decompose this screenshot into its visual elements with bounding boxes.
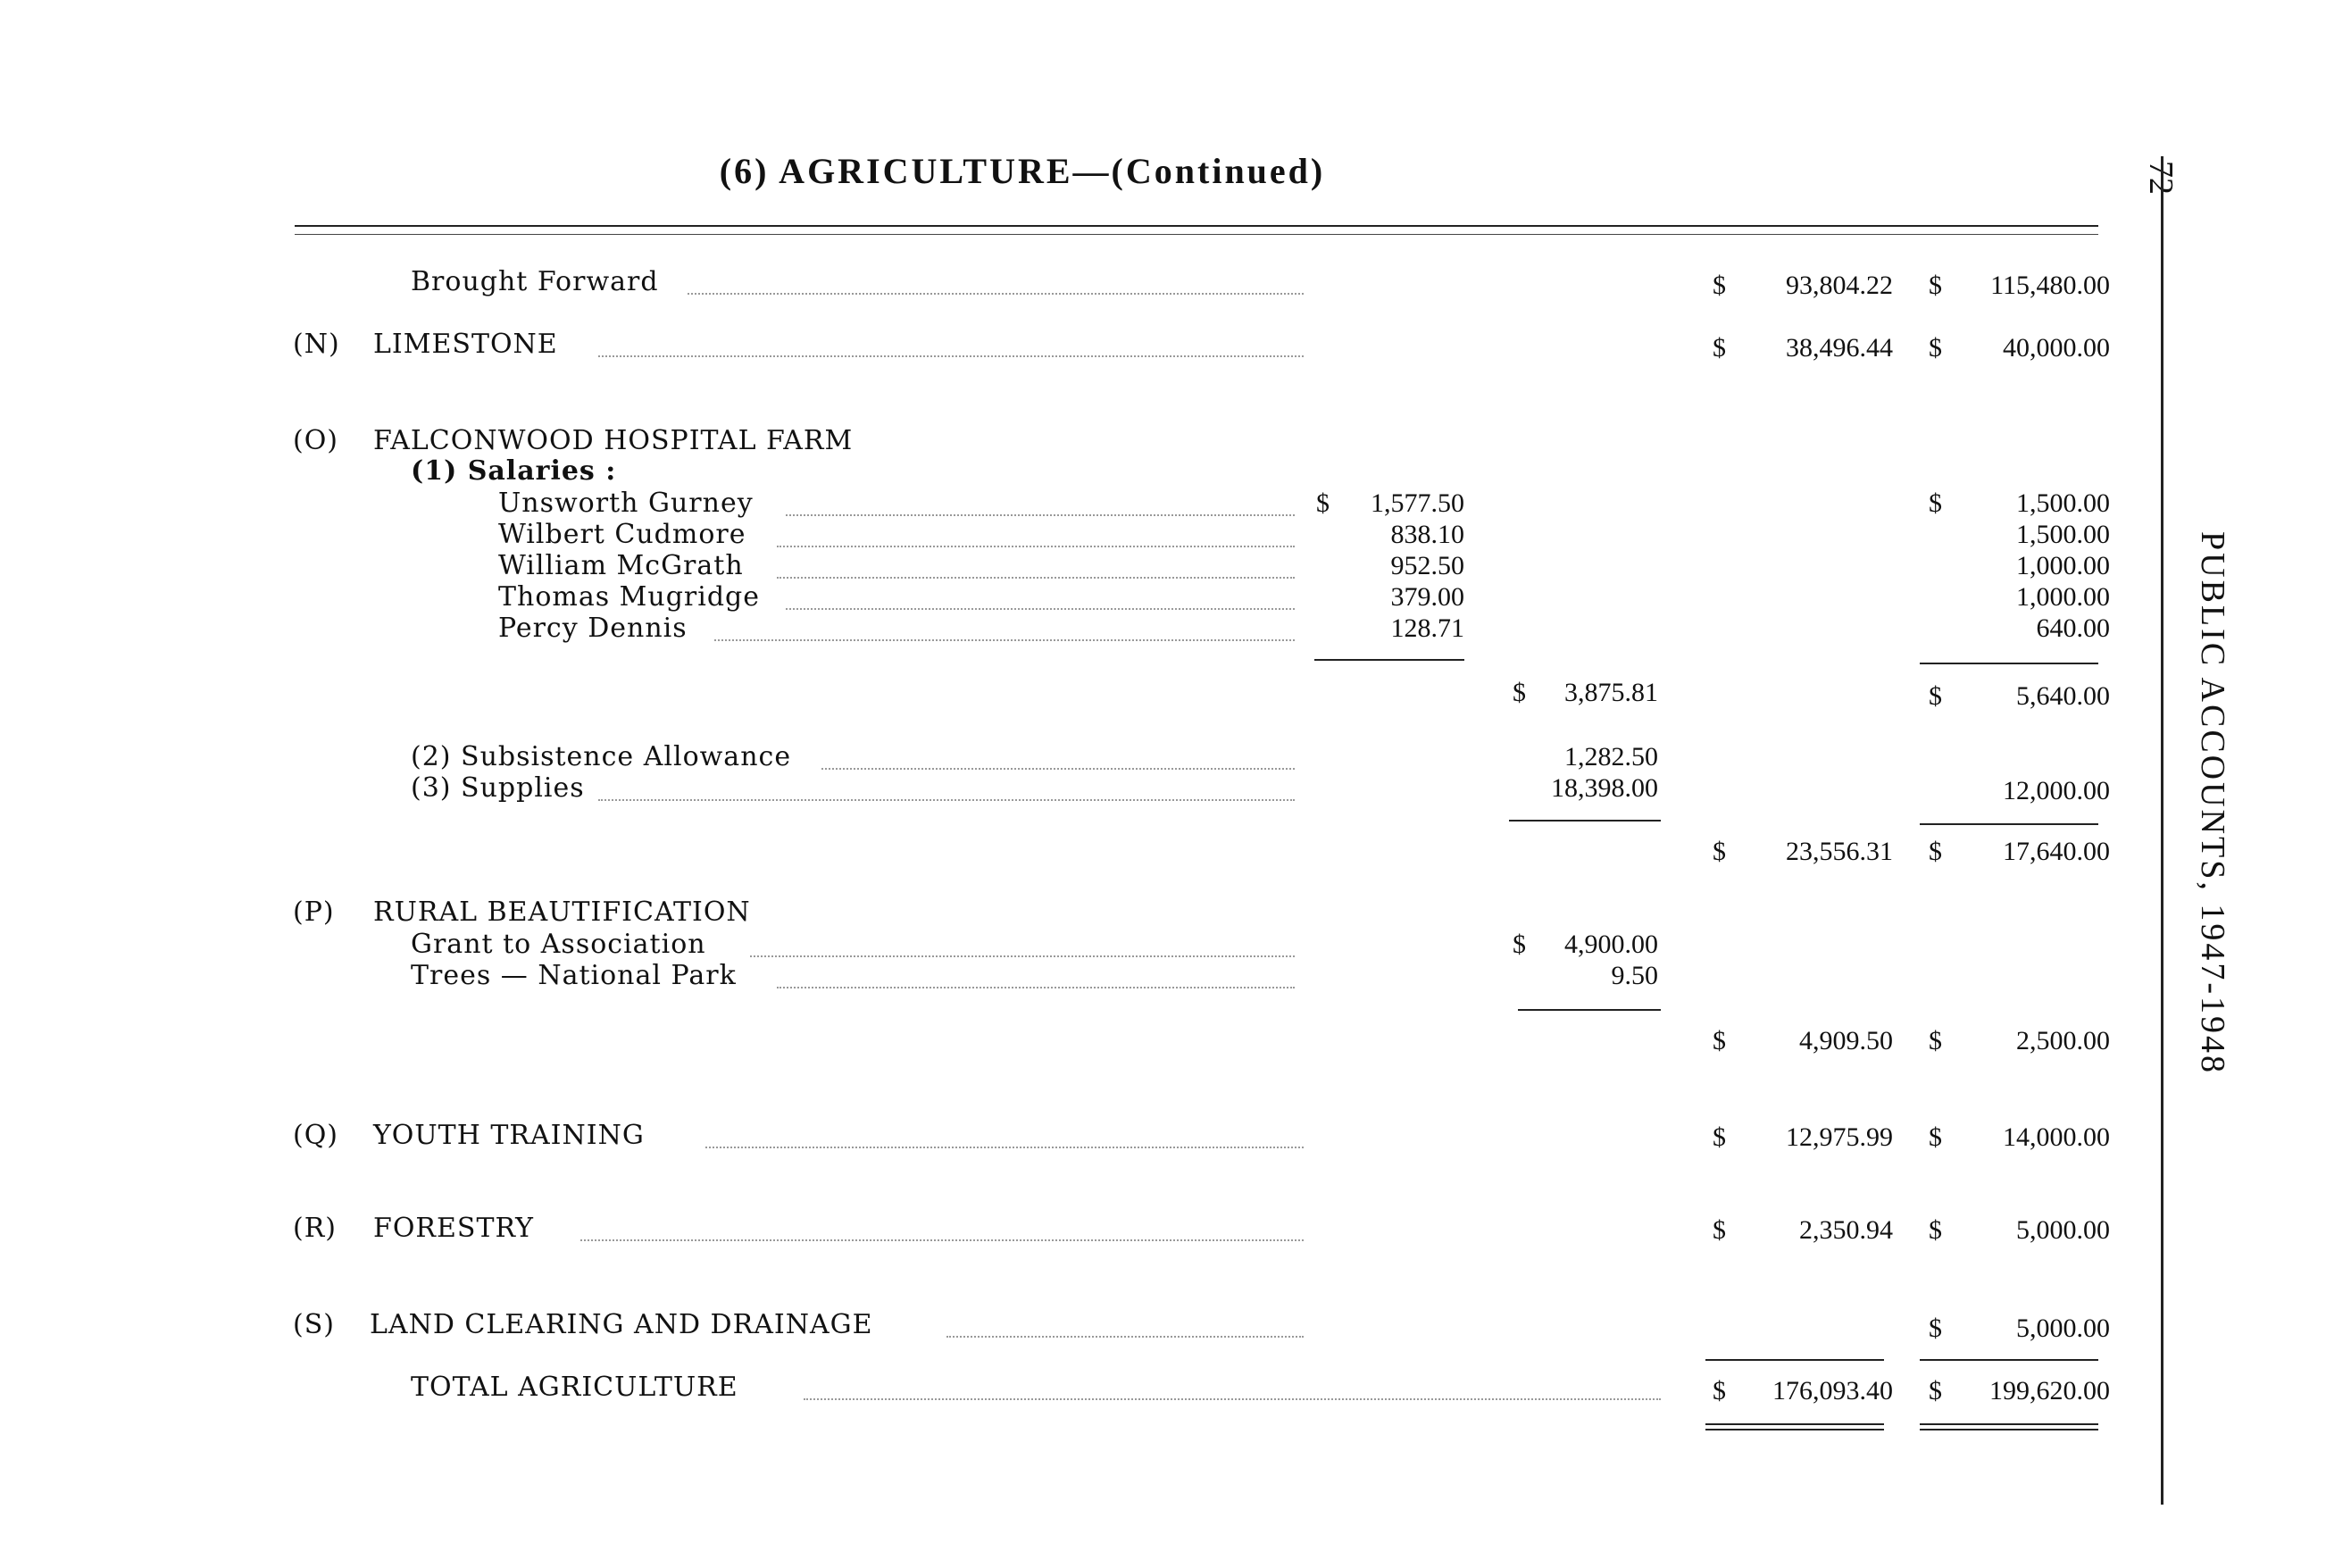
total-estimate: 199,620.00 xyxy=(1989,1376,2110,1405)
margin-rule xyxy=(2161,156,2163,1505)
leader-dots xyxy=(804,1398,1661,1400)
section-letter: (P) xyxy=(293,897,335,928)
salary-amount: 1,577.50 xyxy=(1371,488,1464,518)
subtotal-rule xyxy=(1518,1009,1661,1011)
limestone-actual: 38,496.44 xyxy=(1786,333,1893,363)
salary-name: Unsworth Gurney xyxy=(498,488,754,519)
subsistence-amount: 1,282.50 xyxy=(1564,742,1658,771)
double-rule xyxy=(1920,1429,2098,1430)
supplies-amount: 18,398.00 xyxy=(1551,773,1658,803)
salaries-total: 3,875.81 xyxy=(1564,678,1658,707)
salary-estimate: 1,500.00 xyxy=(2016,520,2110,549)
section-letter: (N) xyxy=(293,329,340,360)
leader-dots xyxy=(946,1336,1304,1338)
leader-dots xyxy=(688,293,1304,295)
leader-dots xyxy=(705,1147,1304,1148)
youth-label: YOUTH TRAINING xyxy=(373,1120,645,1151)
side-title: PUBLIC ACCOUNTS, 1947-1948 xyxy=(2194,531,2231,1075)
leader-dots xyxy=(821,768,1295,770)
leader-dots xyxy=(750,955,1295,957)
limestone-label: LIMESTONE xyxy=(373,329,558,360)
dollar-sign: $ xyxy=(1929,271,1942,300)
subtotal-rule xyxy=(1920,823,2098,825)
dollar-sign: $ xyxy=(1513,678,1526,707)
limestone-estimate: 40,000.00 xyxy=(2003,333,2110,363)
subtotal-rule xyxy=(1920,663,2098,664)
salary-amount: 838.10 xyxy=(1390,520,1464,549)
dollar-sign: $ xyxy=(1929,333,1942,363)
supplies-estimate: 12,000.00 xyxy=(2003,776,2110,805)
dollar-sign: $ xyxy=(1713,1026,1726,1055)
double-rule xyxy=(1705,1423,1884,1425)
leader-dots xyxy=(786,608,1295,610)
salaries-label: (1) Salaries : xyxy=(411,455,617,487)
rural-estimate: 2,500.00 xyxy=(2016,1026,2110,1055)
forestry-estimate: 5,000.00 xyxy=(2016,1215,2110,1245)
falconwood-label: FALCONWOOD HOSPITAL FARM xyxy=(373,425,854,456)
dollar-sign: $ xyxy=(1929,681,1942,711)
forestry-actual: 2,350.94 xyxy=(1799,1215,1893,1245)
leader-dots xyxy=(714,639,1295,641)
grant-amount: 4,900.00 xyxy=(1564,930,1658,959)
salary-amount: 128.71 xyxy=(1390,613,1464,643)
rural-actual: 4,909.50 xyxy=(1799,1026,1893,1055)
salary-name: William McGrath xyxy=(498,550,744,581)
dollar-sign: $ xyxy=(1513,930,1526,959)
total-rule xyxy=(1705,1359,1884,1361)
subsistence-label: (2) Subsistence Allowance xyxy=(411,741,792,772)
dollar-sign: $ xyxy=(1316,488,1330,518)
salary-name: Percy Dennis xyxy=(498,613,688,644)
salary-estimate: 1,000.00 xyxy=(2016,551,2110,580)
dollar-sign: $ xyxy=(1929,1314,1942,1343)
page-heading: (6) AGRICULTURE—(Continued) xyxy=(719,151,1326,191)
trees-amount: 9.50 xyxy=(1611,961,1658,990)
double-rule xyxy=(1705,1429,1884,1430)
leader-dots xyxy=(777,987,1295,988)
leader-dots xyxy=(598,799,1295,801)
double-rule xyxy=(1920,1423,2098,1425)
section-letter: (S) xyxy=(293,1309,335,1340)
heading-rule-bottom xyxy=(295,234,2098,235)
leader-dots xyxy=(786,514,1295,516)
land-label: LAND CLEARING AND DRAINAGE xyxy=(370,1309,873,1340)
salary-estimate: 640.00 xyxy=(2036,613,2110,643)
forestry-label: FORESTRY xyxy=(373,1213,534,1244)
salary-estimate: 1,500.00 xyxy=(2016,488,2110,518)
salary-name: Thomas Mugridge xyxy=(498,581,760,613)
leader-dots xyxy=(777,577,1295,579)
supplies-label: (3) Supplies xyxy=(411,772,585,804)
land-estimate: 5,000.00 xyxy=(2016,1314,2110,1343)
dollar-sign: $ xyxy=(1929,1215,1942,1245)
dollar-sign: $ xyxy=(1929,488,1942,518)
salaries-estimate-total: 5,640.00 xyxy=(2016,681,2110,711)
salary-estimate: 1,000.00 xyxy=(2016,582,2110,612)
youth-actual: 12,975.99 xyxy=(1786,1122,1893,1152)
salary-amount: 952.50 xyxy=(1390,551,1464,580)
section-letter: (O) xyxy=(293,425,339,456)
falconwood-actual: 23,556.31 xyxy=(1786,837,1893,866)
rural-label: RURAL BEAUTIFICATION xyxy=(373,897,751,928)
dollar-sign: $ xyxy=(1929,1122,1942,1152)
youth-estimate: 14,000.00 xyxy=(2003,1122,2110,1152)
section-letter: (R) xyxy=(293,1213,337,1244)
dollar-sign: $ xyxy=(1713,837,1726,866)
brought-forward-label: Brought Forward xyxy=(411,266,659,297)
dollar-sign: $ xyxy=(1713,1215,1726,1245)
dollar-sign: $ xyxy=(1929,837,1942,866)
brought-forward-estimate: 115,480.00 xyxy=(1990,271,2110,300)
leader-dots xyxy=(580,1239,1304,1241)
leader-dots xyxy=(598,355,1304,357)
section-letter: (Q) xyxy=(293,1120,339,1151)
total-label: TOTAL AGRICULTURE xyxy=(411,1372,738,1403)
page-number: 72 xyxy=(2142,161,2180,195)
dollar-sign: $ xyxy=(1713,1376,1726,1405)
dollar-sign: $ xyxy=(1929,1376,1942,1405)
subtotal-rule xyxy=(1509,820,1661,822)
dollar-sign: $ xyxy=(1713,333,1726,363)
dollar-sign: $ xyxy=(1713,271,1726,300)
heading-rule-top xyxy=(295,225,2098,227)
falconwood-estimate: 17,640.00 xyxy=(2003,837,2110,866)
salary-name: Wilbert Cudmore xyxy=(498,519,746,550)
dollar-sign: $ xyxy=(1713,1122,1726,1152)
trees-label: Trees — National Park xyxy=(411,960,737,991)
salary-amount: 379.00 xyxy=(1390,582,1464,612)
grant-label: Grant to Association xyxy=(411,929,706,960)
total-actual: 176,093.40 xyxy=(1772,1376,1893,1405)
total-rule xyxy=(1920,1359,2098,1361)
leader-dots xyxy=(777,546,1295,547)
dollar-sign: $ xyxy=(1929,1026,1942,1055)
brought-forward-actual: 93,804.22 xyxy=(1786,271,1893,300)
subtotal-rule xyxy=(1314,659,1464,661)
